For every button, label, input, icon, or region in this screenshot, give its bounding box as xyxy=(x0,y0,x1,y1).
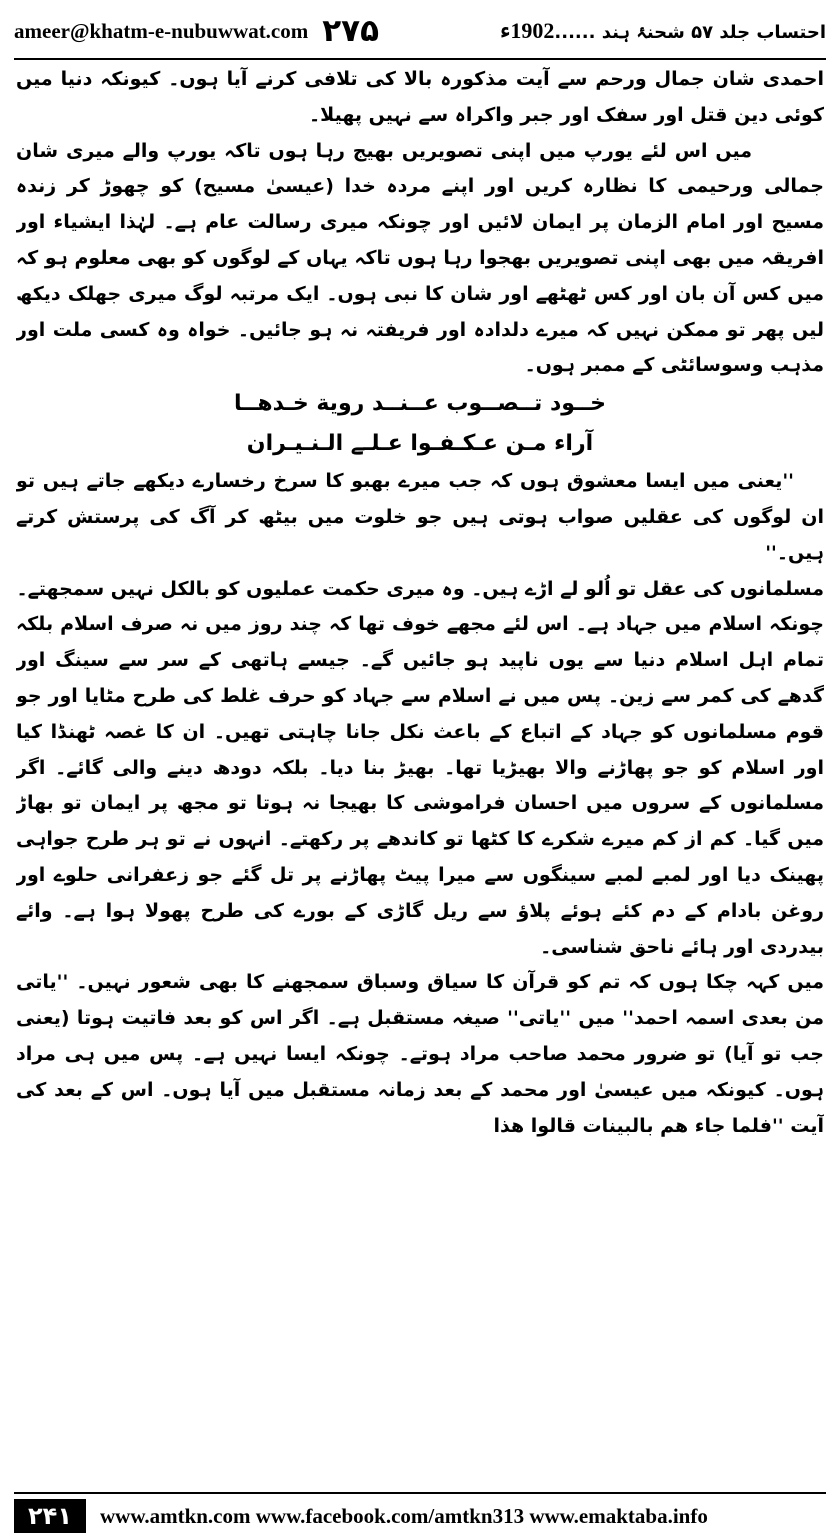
book-title: احتساب جلد ۵۷ شحنۂ ہند ...... xyxy=(554,22,826,43)
paragraph: مسلمانوں کی عقل تو اُلو لے اڑے ہیں۔ وہ میری حکمت عملیوں کو بالکل نہیں سمجھتے۔ xyxy=(16,577,824,600)
page-footer xyxy=(14,1496,826,1536)
header-email[interactable]: ameer@khatm-e-nubuwwat.com xyxy=(14,18,309,43)
header-divider xyxy=(14,58,826,60)
header-page-number: ۲۷۵ xyxy=(322,13,380,49)
verse-line-1: خــود تــصــوب عــنــد روية خـدهــا xyxy=(234,391,606,417)
header-left xyxy=(14,13,379,49)
footer-links[interactable]: www.amtkn.com www.facebook.com/amtkn313 www.emaktaba.info xyxy=(100,1503,708,1528)
paragraph: چونکہ اسلام میں جہاد ہے۔ اس لئے مجھے خوف تھا کہ چند روز میں نہ صرف اسلام بلکہ تمام اہل اسلام دنیا سے یوں ناپید ہو جائیں گے۔ جیسے ہاتھی کے سر سے سینگ اور گدھے کی کمر سے زین۔ پس میں نے اسلام سے جہاد کو حرف غلط کی طرح مٹایا اور جو قوم مسلمانوں کو جہاد کے اتباع کے باعث نکل جانا چاہتی تھیں۔ ان کا غصہ ٹھنڈا کیا اور اسلام کو جو پھاڑنے والا بھیڑیا تھا۔ بھیڑ بنا دیا۔ بلکہ دودھ دینے والی گائے۔ اگر مسلمانوں کے سروں میں احسان فراموشی کا بھیجا نہ ہوتا تو مجھ پر ایمان تو بھاڑ میں گیا۔ کم از کم میرے شکرے کا کٹھا تو کاندھے پر رکھتے۔ انہوں نے تو ہر طرح جواہی پھینک دیا اور لمبے لمبے سینگوں سے میرا پیٹ پھاڑنے پر تل گئے جو زعفرانی حلوے اور روغن بادام کے دم کئے ہوئے پلاؤ سے ریل گاڑی کے بورے کی طرح پھولا ہوا ہے۔ وائے بیدردی اور ہائے ناحق شناسی۔ xyxy=(16,613,824,958)
header-book-title xyxy=(500,18,826,44)
verse-translation: ''یعنی میں ایسا معشوق ہوں کہ جب میرے بھبو کا سرخ رخسارے دیکھے جاتے ہیں تو ان لوگوں کی عقلیں صواب ہوتی ہیں جو خلوت میں بیٹھ کر آگ کی پرستش کرتے ہیں۔'' xyxy=(16,470,824,564)
header-year: 1902ء xyxy=(500,18,555,43)
footer-page-number: ۲۴۱ xyxy=(14,1499,86,1533)
page-body xyxy=(16,62,824,1487)
paragraph: میں کہہ چکا ہوں کہ تم کو قرآن کا سیاق وسباق سمجھنے کا بھی شعور نہیں۔ ''یاتی من بعدی اسمہ احمد'' میں ''یاتی'' صیغہ مستقبل ہے۔ اگر اس کو بعد فاتیت ہوتا (یعنی جب تو آیا) تو ضرور محمد صاحب مراد ہوتے۔ چونکہ ایسا نہیں ہے۔ پس میں ہی مراد ہوں۔ کیونکہ میں عیسیٰ اور محمد کے بعد زمانہ مستقبل میں آیا ہوں۔ اس کے بعد کی آیت ''فلما جاء ھم بالبینات قالوا ھذا xyxy=(16,971,824,1137)
page-header xyxy=(14,6,826,56)
paragraph: میں اس لئے یورپ میں اپنی تصویریں بھیج رہا ہوں تاکہ یورپ والے میری شان جمالی ورحیمی کا نظارہ کریں اور اپنے مردہ خدا (عیسیٰ مسیح) کو چھوڑ کر زندہ مسیح اور امام الزمان پر ایمان لائیں اور چونکہ میری رسالت عام ہے۔ لہٰذا ایشیاء اور افریقہ میں بھی اپنی تصویریں بھجوا رہا ہوں تاکہ یہاں کے لوگوں کو بھی معلوم ہو کہ میں کس آن بان اور کس ٹھٹھے اور شان کا نبی ہوں۔ ایک مرتبہ لوگ میری جھلک دیکھ لیں پھر تو ممکن نہیں کہ میرے دلدادہ اور فریفتہ نہ ہو جائیں۔ خواہ وہ کسی ملت اور مذہب وسوسائٹی کے ممبر ہوں۔ xyxy=(16,139,824,377)
footer-divider xyxy=(14,1492,826,1494)
paragraph: احمدی شان جمال ورحم سے آیت مذکورہ بالا کی تلافی کرنے آیا ہوں۔ کیونکہ دنیا میں کوئی دین قتل اور سفک اور جبر واکراہ سے نہیں پھیلا۔ xyxy=(16,68,824,126)
verse-line-2: آراء مـن عـكـفـوا عـلـے الـنـيـران xyxy=(246,431,594,457)
